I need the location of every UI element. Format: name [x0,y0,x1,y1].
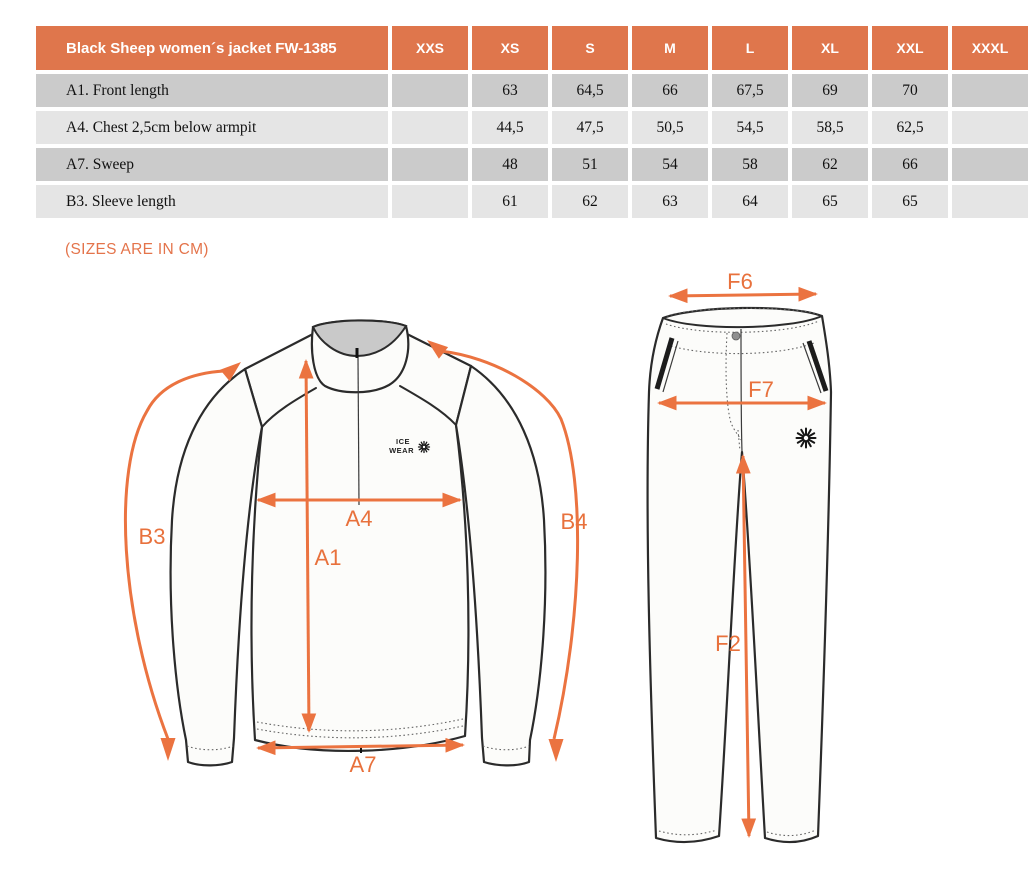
size-column-header: XXS [392,26,468,70]
size-value-cell: 48 [472,148,548,181]
size-value-cell: 66 [872,148,948,181]
measurement-label-a4: A4 [345,506,373,531]
size-value-cell: 64 [712,185,788,218]
size-value-cell: 58 [712,148,788,181]
size-value-cell: 63 [472,74,548,107]
measurement-row-label: A7. Sweep [36,148,388,181]
jacket-left-sleeve [171,369,262,765]
size-value-cell: 54 [632,148,708,181]
size-value-cell: 62,5 [872,111,948,144]
size-value-cell: 54,5 [712,111,788,144]
measurement-label-a1: A1 [314,545,342,570]
size-value-cell: 50,5 [632,111,708,144]
measurement-row-label: B3. Sleeve length [36,185,388,218]
jacket-logo-text-wear: WEAR [389,446,414,455]
jacket-drawing [125,320,587,777]
size-column-header: L [712,26,788,70]
size-column-header: XXXL [952,26,1028,70]
pants-drawing [648,269,831,842]
size-value-cell: 65 [872,185,948,218]
size-value-cell: 65 [792,185,868,218]
pants-button [732,332,740,340]
measurement-label-b4: B4 [560,509,588,534]
size-column-header: XS [472,26,548,70]
size-column-header: S [552,26,628,70]
size-value-cell: 58,5 [792,111,868,144]
size-column-header: XL [792,26,868,70]
measurement-label-f6: F6 [727,269,753,294]
jacket-logo-text-ice: ICE [395,437,410,446]
arrowhead-b3-bottom [161,738,176,761]
size-value-cell: 62 [792,148,868,181]
measurement-label-b3: B3 [138,524,166,549]
product-title-header: Black Sheep women´s jacket FW-1385 [36,26,388,70]
measurement-row-label: A4. Chest 2,5cm below armpit [36,111,388,144]
size-value-cell: 47,5 [552,111,628,144]
size-value-cell: 66 [632,74,708,107]
size-value-cell: 44,5 [472,111,548,144]
size-value-cell: 67,5 [712,74,788,107]
pants-body [648,308,831,842]
size-value-cell: 70 [872,74,948,107]
size-column-header: M [632,26,708,70]
size-value-cell: 69 [792,74,868,107]
jacket-right-sleeve [456,366,545,765]
size-value-cell: 61 [472,185,548,218]
size-value-cell: 63 [632,185,708,218]
size-value-cell: 64,5 [552,74,628,107]
measurement-label-f7: F7 [748,377,774,402]
arrowhead-b4-bottom [549,739,564,762]
measurement-row-label: A1. Front length [36,74,388,107]
sizes-unit-note: (SIZES ARE IN CM) [65,241,209,258]
measurement-label-a7: A7 [349,752,377,777]
size-value-cell: 51 [552,148,628,181]
size-value-cell: 62 [552,185,628,218]
measurement-arrow-f6 [670,294,816,296]
measurement-label-f2: F2 [715,631,741,656]
size-column-header: XXL [872,26,948,70]
